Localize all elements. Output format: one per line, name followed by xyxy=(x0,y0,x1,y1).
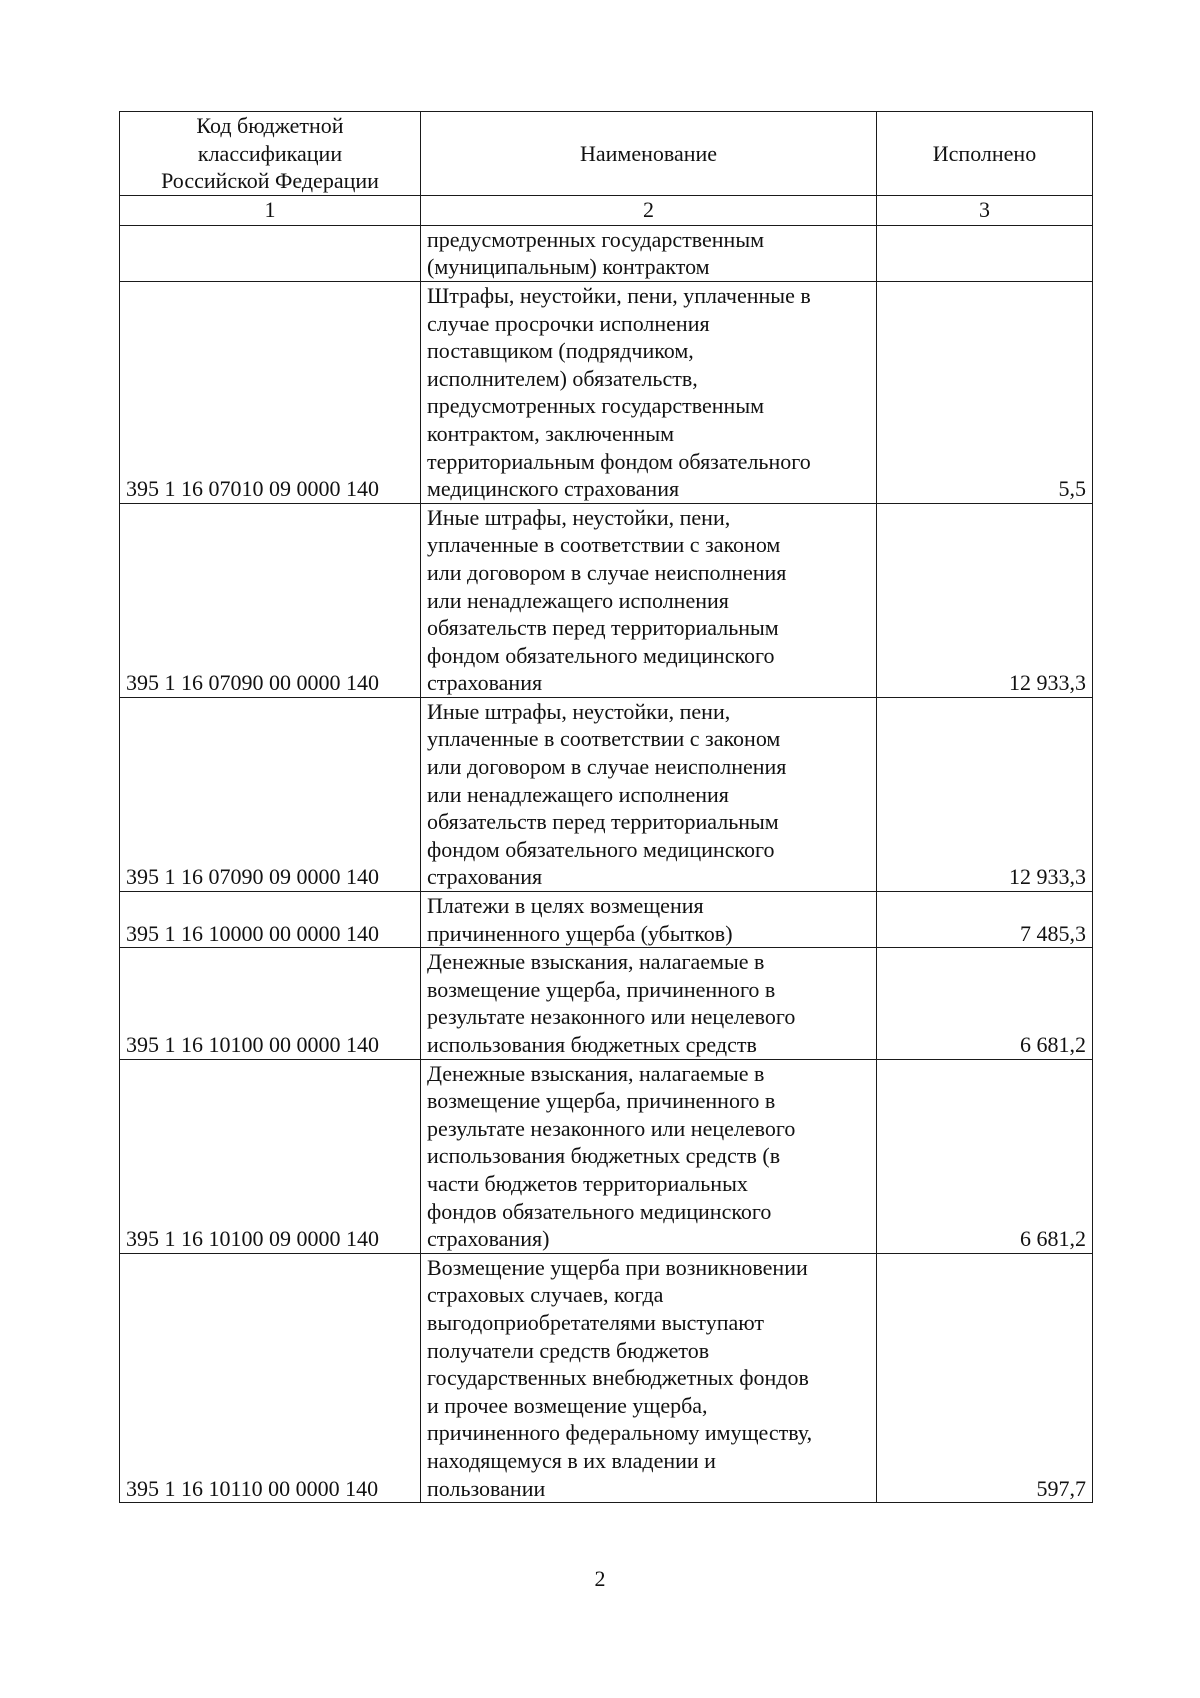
item-name-line: или ненадлежащего исполнения xyxy=(427,587,729,613)
item-name-line: фондом обязательного медицинского xyxy=(427,836,775,862)
item-name-line: результате незаконного или нецелевого xyxy=(427,1004,796,1030)
item-name-line: использования бюджетных средств xyxy=(427,1032,757,1057)
item-name-cell xyxy=(421,1059,877,1253)
budget-code-cell: 395 1 16 07090 09 0000 140 xyxy=(120,697,421,891)
item-name-line: территориальным фондом обязательного xyxy=(427,448,811,474)
item-name-line: фондом обязательного медицинского xyxy=(427,642,775,668)
budget-execution-table xyxy=(119,111,1093,1503)
table-body xyxy=(120,225,1093,1502)
header-row xyxy=(120,112,1093,196)
item-name-line: исполнителем) обязательств, xyxy=(427,365,698,391)
item-name-line: страховых случаев, когда xyxy=(427,1282,664,1308)
item-name-line: или ненадлежащего исполнения xyxy=(427,781,729,807)
item-name-line: уплаченные в соответствии с законом xyxy=(427,532,781,558)
item-name-line: причиненного федеральному имуществу, xyxy=(427,1420,813,1446)
item-name-cell xyxy=(421,225,877,281)
item-name-cell xyxy=(421,697,877,891)
table-row xyxy=(120,892,1093,948)
item-name-line: использования бюджетных средств (в xyxy=(427,1143,781,1169)
item-name-line: или договором в случае неисполнения xyxy=(427,559,787,585)
table-row xyxy=(120,1059,1093,1253)
item-name-line: страхования xyxy=(427,864,543,890)
table-row xyxy=(120,225,1093,281)
item-name-line: страхования xyxy=(427,670,543,696)
header-code xyxy=(120,112,421,196)
item-name-line: предусмотренных государственным xyxy=(427,226,765,252)
item-name-cell xyxy=(421,1253,877,1502)
item-name-line: или договором в случае неисполнения xyxy=(427,754,787,780)
budget-code-cell: 395 1 16 10100 00 0000 140 xyxy=(120,948,421,1059)
executed-amount-cell: 6 681,2 xyxy=(877,1059,1093,1253)
executed-amount-cell xyxy=(877,225,1093,281)
header-name: Наименование xyxy=(421,112,877,196)
column-number: 1 xyxy=(120,195,421,225)
budget-code-cell: 395 1 16 10110 00 0000 140 xyxy=(120,1253,421,1502)
table-row xyxy=(120,948,1093,1059)
item-name-cell xyxy=(421,948,877,1059)
item-name-line: обязательств перед территориальным xyxy=(427,809,779,835)
page-number: 2 xyxy=(594,1566,606,1591)
item-name-line: Штрафы, неустойки, пени, уплаченные в xyxy=(427,282,811,308)
budget-code-cell: 395 1 16 07090 00 0000 140 xyxy=(120,503,421,697)
item-name-line: Иные штрафы, неустойки, пени, xyxy=(427,504,731,530)
item-name-line: находящемуся в их владении и xyxy=(427,1447,716,1473)
item-name-line: контрактом, заключенным xyxy=(427,420,675,446)
item-name-line: Денежные взыскания, налагаемые в xyxy=(427,1060,765,1086)
item-name-line: получатели средств бюджетов xyxy=(427,1337,710,1363)
item-name-line: случае просрочки исполнения xyxy=(427,310,710,336)
header-code-line: классификации xyxy=(197,140,343,166)
budget-code-cell xyxy=(120,225,421,281)
item-name-line: результате незаконного или нецелевого xyxy=(427,1115,796,1141)
executed-amount-cell: 7 485,3 xyxy=(877,892,1093,948)
column-number: 3 xyxy=(877,195,1093,225)
table-row xyxy=(120,697,1093,891)
column-number: 2 xyxy=(421,195,877,225)
item-name-line: уплаченные в соответствии с законом xyxy=(427,726,781,752)
executed-amount-cell: 6 681,2 xyxy=(877,948,1093,1059)
item-name-line: Денежные взыскания, налагаемые в xyxy=(427,949,765,975)
item-name-line: обязательств перед территориальным xyxy=(427,615,779,641)
item-name-line: Иные штрафы, неустойки, пени, xyxy=(427,698,731,724)
budget-code-cell: 395 1 16 10100 09 0000 140 xyxy=(120,1059,421,1253)
item-name-line: Платежи в целях возмещения xyxy=(427,893,704,919)
item-name-line: медицинского страхования xyxy=(427,476,680,502)
header-executed: Исполнено xyxy=(877,112,1093,196)
column-number-row xyxy=(120,195,1093,225)
item-name-line: и прочее возмещение ущерба, xyxy=(427,1392,708,1418)
item-name-cell xyxy=(421,892,877,948)
table-row xyxy=(120,281,1093,503)
item-name-line: государственных внебюджетных фондов xyxy=(427,1365,809,1391)
executed-amount-cell: 5,5 xyxy=(877,281,1093,503)
header-code-line: Российской Федерации xyxy=(161,168,379,194)
executed-amount-cell: 12 933,3 xyxy=(877,503,1093,697)
item-name-line: возмещение ущерба, причиненного в xyxy=(427,976,776,1002)
item-name-line: поставщиком (подрядчиком, xyxy=(427,338,694,364)
executed-amount-cell: 12 933,3 xyxy=(877,697,1093,891)
item-name-line: фондов обязательного медицинского xyxy=(427,1198,772,1224)
item-name-line: причиненного ущерба (убытков) xyxy=(427,920,733,946)
table-row xyxy=(120,1253,1093,1502)
item-name-line: Возмещение ущерба при возникновении xyxy=(427,1254,808,1280)
item-name-line: пользовании xyxy=(427,1475,546,1501)
budget-code-cell: 395 1 16 10000 00 0000 140 xyxy=(120,892,421,948)
header-code-line: Код бюджетной xyxy=(196,113,344,138)
item-name-line: страхования) xyxy=(427,1226,550,1252)
item-name-line: предусмотренных государственным xyxy=(427,393,765,419)
item-name-line: возмещение ущерба, причиненного в xyxy=(427,1088,776,1114)
item-name-line: выгодоприобретателями выступают xyxy=(427,1309,765,1335)
item-name-line: (муниципальным) контрактом xyxy=(427,254,710,280)
table-row xyxy=(120,503,1093,697)
item-name-line: части бюджетов территориальных xyxy=(427,1170,748,1196)
executed-amount-cell: 597,7 xyxy=(877,1253,1093,1502)
budget-code-cell: 395 1 16 07010 09 0000 140 xyxy=(120,281,421,503)
item-name-cell xyxy=(421,281,877,503)
item-name-cell xyxy=(421,503,877,697)
